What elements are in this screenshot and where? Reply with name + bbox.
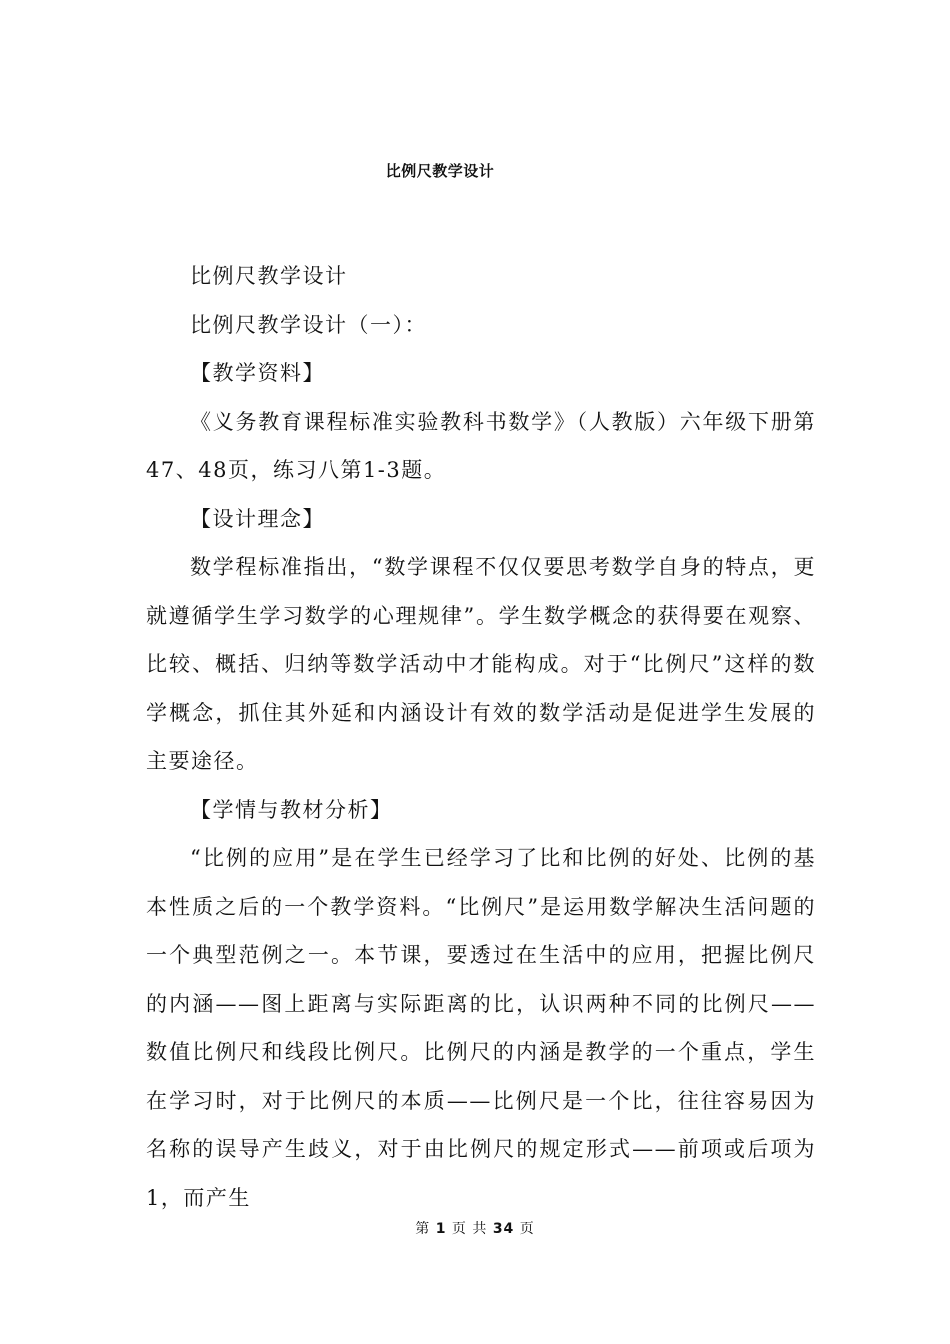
paragraph-heading-analysis: 【学情与教材分析】 xyxy=(190,797,393,822)
paragraph-heading-materials: 【教学资料】 xyxy=(190,361,325,385)
document-title: 比例尺教学设计 xyxy=(385,162,495,180)
footer-middle: 页 共 xyxy=(451,1221,488,1237)
footer-prefix: 第 xyxy=(415,1221,431,1237)
paragraph-materials: 《义务教育课程标准实验教科书数学》（人教版）六年级下册第47、48页，练习八第1-3题。 xyxy=(146,409,816,482)
footer-suffix: 页 xyxy=(519,1221,535,1237)
paragraph-concept: 数学程标准指出，“数学课程不仅仅要思考数学自身的特点，更就遵循学生学习数学的心理规律”。学生数学概念的获得要在观察、比较、概括、归纳等数学活动中才能构成。对于“比例尺”这样的数学概念，抓住其外延和内涵设计有效的数学活动是促进学生发展的主要途径。 xyxy=(146,555,816,773)
footer-page-number: 1 xyxy=(435,1221,447,1237)
paragraph-analysis: “比例的应用”是在学生已经学习了比和比例的好处、比例的基本性质之后的一个教学资料。“比例尺”是运用数学解决生活问题的一个典型范例之一。本节课，要透过在生活中的应用，把握比例尺的内涵——图上距离与实际距离的比，认识两种不同的比例尺——数值比例尺和线段比例尺。比例尺的内涵是教学的一个重点，学生在学习时，对于比例尺的本质——比例尺是一个比，往往容易因为名称的误导产生歧义，对于由比例尺的规定形式——前项或后项为1，而产生 xyxy=(146,846,816,1210)
paragraph-subtitle: 比例尺教学设计 xyxy=(190,264,348,288)
document-body xyxy=(146,252,816,1222)
paragraph-section-title: 比例尺教学设计（一）： xyxy=(190,312,427,337)
footer-total-pages: 34 xyxy=(492,1221,515,1237)
paragraph-heading-concept: 【设计理念】 xyxy=(190,506,325,531)
page-footer xyxy=(0,1218,950,1238)
